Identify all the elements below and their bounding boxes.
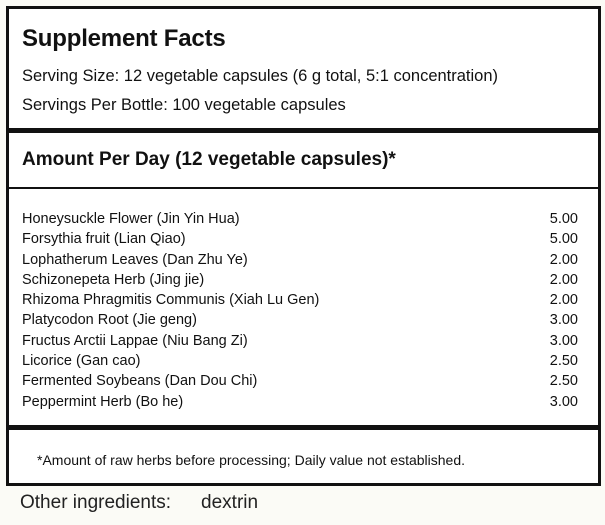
ingredient-row (22, 250, 578, 270)
header-divider (9, 187, 598, 189)
ingredient-amount: 2.50 (549, 373, 578, 390)
ingredient-row (22, 392, 578, 412)
ingredient-row (22, 331, 578, 351)
ingredient-row (22, 371, 578, 391)
ingredient-amount: 5.00 (549, 231, 578, 248)
ingredient-name: Honeysuckle Flower (Jin Yin Hua) (22, 211, 240, 227)
ingredient-name: Forsythia fruit (Lian Qiao) (22, 231, 186, 248)
ingredient-name: Platycodon Root (Jie geng) (22, 312, 197, 329)
ingredient-amount: 3.00 (549, 332, 578, 349)
ingredient-row (22, 270, 578, 290)
footnote: *Amount of raw herbs before processing; Daily value not established. (37, 452, 466, 468)
thick-divider-bottom (9, 425, 598, 430)
supplement-facts-panel (6, 6, 601, 486)
ingredient-name: Peppermint Herb (Bo he) (22, 393, 184, 410)
ingredient-row (22, 209, 578, 229)
ingredient-row (22, 351, 578, 371)
amount-per-day-header: Amount Per Day (12 vegetable capsules)* (22, 149, 396, 170)
ingredient-row (22, 290, 578, 310)
ingredient-amount: 2.00 (549, 251, 578, 268)
ingredient-name: Fermented Soybeans (Dan Dou Chi) (22, 373, 258, 390)
ingredient-name: Schizonepeta Herb (Jing jie) (22, 271, 205, 288)
ingredient-list (22, 209, 578, 412)
ingredient-amount: 5.00 (549, 211, 578, 227)
thick-divider (9, 128, 598, 133)
other-ingredients-label: Other ingredients: (20, 492, 172, 513)
servings-per-bottle: Servings Per Bottle: 100 vegetable capsules (22, 96, 346, 114)
ingredient-name: Licorice (Gan cao) (22, 353, 141, 370)
ingredient-row (22, 229, 578, 249)
ingredient-amount: 2.50 (549, 353, 578, 370)
ingredient-name: Lophatherum Leaves (Dan Zhu Ye) (22, 251, 248, 268)
panel-title: Supplement Facts (22, 25, 226, 52)
ingredient-amount: 2.00 (549, 292, 578, 309)
other-ingredients (20, 492, 258, 514)
ingredient-amount: 3.00 (549, 393, 578, 410)
ingredient-name: Rhizoma Phragmitis Communis (Xiah Lu Gen) (22, 292, 320, 309)
other-ingredients-value: dextrin (201, 492, 259, 513)
serving-size: Serving Size: 12 vegetable capsules (6 g total, 5:1 concentration) (22, 67, 499, 85)
ingredient-amount: 3.00 (549, 312, 578, 329)
ingredient-amount: 2.00 (549, 271, 578, 288)
ingredient-row (22, 310, 578, 330)
ingredient-name: Fructus Arctii Lappae (Niu Bang Zi) (22, 332, 248, 349)
